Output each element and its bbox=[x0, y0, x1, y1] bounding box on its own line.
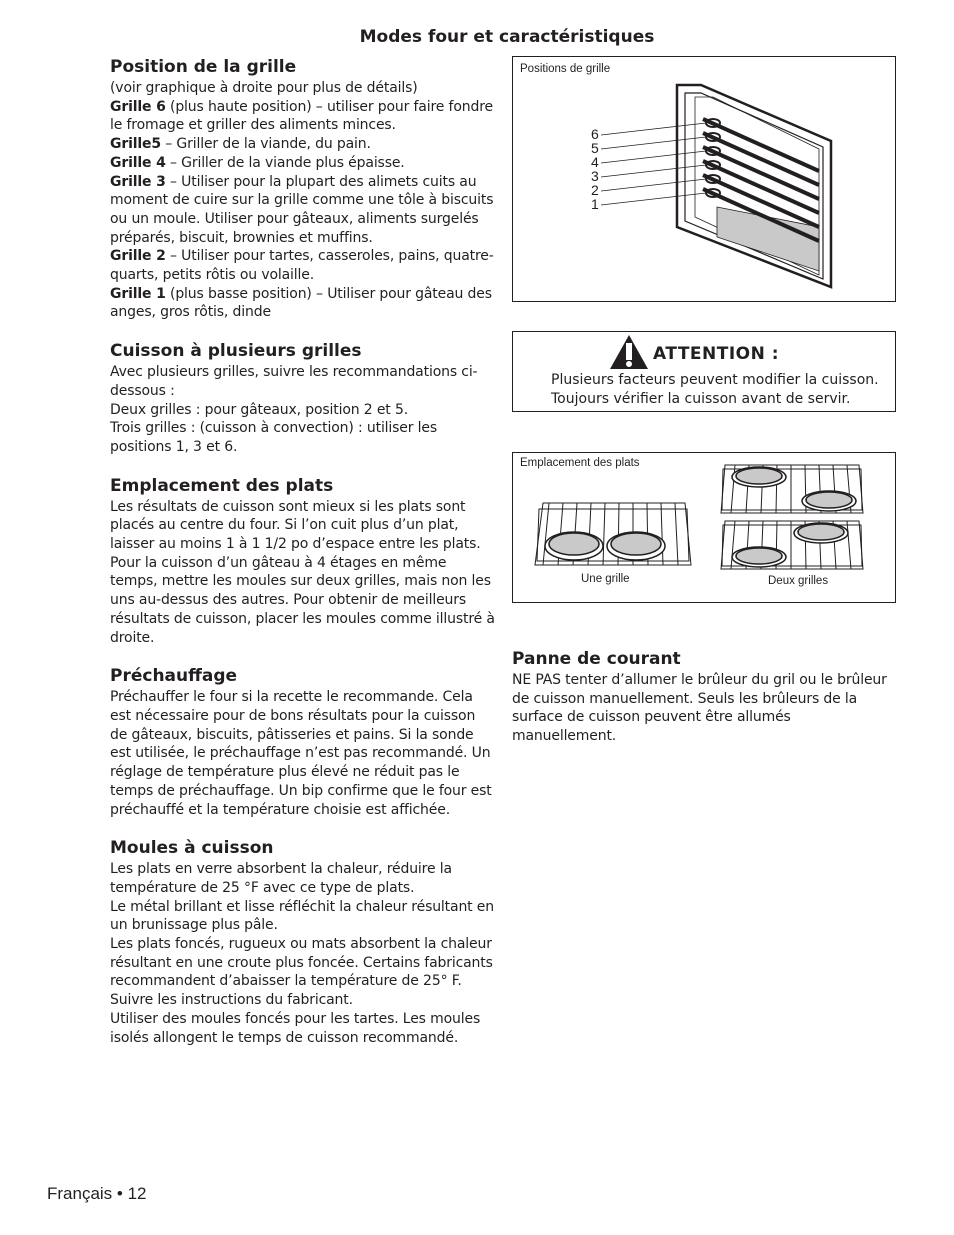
grille-item-2: Grille 2 – Utiliser pour tartes, casseroles, pains, quatre-quarts, petits rôtis ou volaille. bbox=[110, 248, 494, 284]
heading-emplacement: Emplacement des plats bbox=[110, 475, 334, 496]
pan-placement-illustration bbox=[513, 453, 895, 602]
page-title: Modes four et caractéristiques bbox=[359, 27, 655, 47]
emplacement-text: Les résultats de cuisson sont mieux si les plats sont placés au centre du four. Si l’on cuit plus d’un plat, laisser au moins 1 à 1 1/2 po d’espace entre les plats. Pour la cuisson d’un gâteau à 4 étages en même temps, mettre les moules sur deux grilles, mais non les uns au-dessus des autres. Pour obtenir de meilleurs résultats de cuisson, placer les moules comme illustré à droite. bbox=[110, 498, 495, 646]
attention-text: Plusieurs facteurs peuvent modifier la cuisson. Toujours vérifier la cuisson avant de servir. bbox=[551, 372, 879, 407]
panne-text: NE PAS tenter d’allumer le brûleur du gril ou le brûleur de cuisson manuellement. Seuls les brûleurs de la surface de cuisson peuvent être allumés manuellement. bbox=[512, 672, 887, 745]
left-column bbox=[110, 57, 495, 1066]
rack-number-6: 6 bbox=[591, 126, 599, 142]
attention-box bbox=[512, 331, 896, 412]
moules-line: Utiliser des moules foncés pour les tartes. Les moules isolés allongent le temps de cuisson recommandé. bbox=[110, 1010, 481, 1046]
moules-line: Les plats foncés, rugueux ou mats absorbent la chaleur résultant en une croute plus foncée. Certains fabricants recommandent d’abaisser la température de 25° F. Suivre les instructions du fabricant. bbox=[110, 936, 493, 1009]
heading-position-grille: Position de la grille bbox=[110, 57, 297, 77]
pan-placement-figure bbox=[512, 452, 896, 603]
one-rack-caption: Une grille bbox=[581, 573, 630, 585]
plusieurs-line: Trois grilles : (cuisson à convection) : utiliser les positions 1, 3 et 6. bbox=[110, 420, 438, 455]
grille-item-3: Grille 3 – Utiliser pour la plupart des alimets cuits au moment de cuire sur la grille comme une tôle à biscuits ou un moule. Utiliser pour gâteaux, aliments surgelés préparés, biscuit, brownies et muffins. bbox=[110, 173, 494, 246]
prechauffage-text: Préchauffer le four si la recette le recommande. Cela est nécessaire pour de bons résultats pour la cuisson de gâteaux, biscuits, pâtisseries et pains. Si la sonde est utilisée, le préchauffage n’est pas recommandé. Un réglage de température plus élevé ne réduit pas le temps de préchauffage. Un bip confirme que le four est préchauffé et la température choisie est affichée. bbox=[110, 689, 492, 818]
rack-number-1: 1 bbox=[591, 196, 599, 212]
heading-plusieurs-grilles: Cuisson à plusieurs grilles bbox=[110, 341, 362, 362]
attention-title: ATTENTION : bbox=[653, 344, 780, 364]
plusieurs-line: Avec plusieurs grilles, suivre les recommandations ci-dessous : bbox=[110, 364, 478, 399]
grille-item-5: Grille5 – Griller de la viande, du pain. bbox=[110, 136, 371, 153]
heading-moules: Moules à cuisson bbox=[110, 838, 274, 859]
heading-panne: Panne de courant bbox=[512, 649, 681, 669]
section-plusieurs-grilles bbox=[110, 341, 495, 457]
moules-line: Les plats en verre absorbent la chaleur, réduire la température de 25 °F avec ce type de plats. bbox=[110, 861, 452, 896]
two-racks-caption: Deux grilles bbox=[768, 575, 829, 587]
moules-line: Le métal brillant et lisse réfléchit la chaleur résultant en un brunissage plus pâle. bbox=[110, 898, 494, 934]
rack-number-4: 4 bbox=[591, 154, 599, 170]
section-emplacement bbox=[110, 476, 495, 648]
warning-icon bbox=[609, 334, 649, 370]
rack-positions-caption: Positions de grille bbox=[520, 63, 611, 75]
oven-rack-illustration bbox=[513, 57, 895, 301]
rack-positions-figure bbox=[512, 56, 896, 302]
pan-placement-caption: Emplacement des plats bbox=[520, 457, 640, 469]
grille-item-1: Grille 1 (plus basse position) – Utiliser pour gâteau des anges, gros rôtis, dinde bbox=[110, 285, 492, 321]
section-prechauffage bbox=[110, 666, 495, 819]
section-position-grille bbox=[110, 57, 495, 322]
heading-prechauffage: Préchauffage bbox=[110, 666, 238, 687]
rack-number-2: 2 bbox=[591, 182, 599, 198]
rack-number-3: 3 bbox=[591, 168, 599, 184]
grille-item-4: Grille 4 – Griller de la viande plus épaisse. bbox=[110, 154, 405, 171]
page-footer: Français • 12 bbox=[47, 1184, 147, 1203]
grille-item-6: Grille 6 (plus haute position) – utiliser pour faire fondre le fromage et griller des aliments minces. bbox=[110, 98, 493, 134]
rack-number-5: 5 bbox=[591, 140, 599, 156]
section-panne bbox=[512, 649, 896, 746]
grille-intro: (voir graphique à droite pour plus de détails) bbox=[110, 80, 418, 96]
section-moules bbox=[110, 838, 495, 1047]
plusieurs-line: Deux grilles : pour gâteaux, position 2 et 5. bbox=[110, 401, 408, 418]
